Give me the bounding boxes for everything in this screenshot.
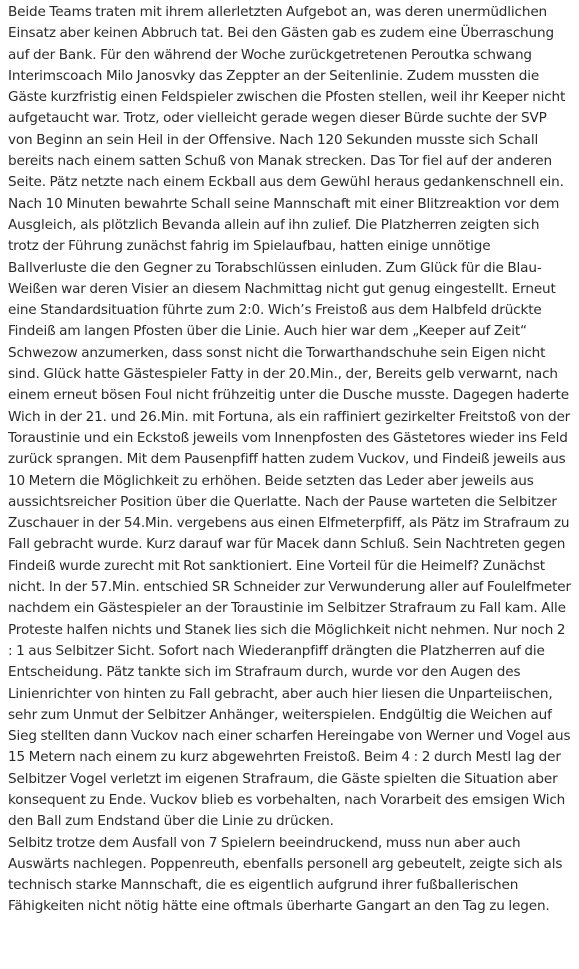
article-paragraph-match-report: Beide Teams traten mit ihrem allerletzten Aufgebot an, was deren unermüdlichen Einsatz aber keinen Abbruch tat. Bei den Gästen gab es zudem eine Überraschung auf der Bank. Für den während der Woche zurückgetretenen Peroutka schwang Interimscoach Milo Janosvky das Zeppter an der Seitenlinie. Zudem mussten die Gäste kurzfristig einen Feldspieler zwischen die Pfosten stellen, weil ihr Keeper nicht aufgetaucht war. Trotz, oder vielleicht gerade wegen dieser Bürde suchte der SVP von Beginn an sein Heil in der Offensive. Nach 120 Sekunden musste sich Schall bereits nach einem satten Schuß von Manak strecken. Das Tor fiel auf der anderen Seite. Pätz netzte nach einem Eckball aus dem Gewühl heraus gedankenschnell ein. Nach 10 Minuten bewahrte Schall seine Mannschaft mit einer Blitzreaktion vor dem Ausgleich, als plötzlich Bevanda allein auf ihn zulief. Die Platzherren zeigten sich trotz der Führung zunächst fahrig im Spielaufbau, hatten einige unnötige Ballverluste die den Gegner zu Torabschlüssen einluden. Zum Glück für die Blau-Weißen war deren Visier an diesem Nachmittag nicht gut genug eingestellt. Erneut eine Standardsituation führte zum 2:0. Wich’s Freistoß aus dem Halbfeld drückte Findeiß am langen Pfosten über die Linie. Auch hier war dem „Keeper auf Zeit“ Schwezow anzumerken, dass sonst nicht die Torwarthandschuhe sein Eigen nicht sind. Glück hatte Gästespieler Fatty in der 20.Min., der, Bereits gelb verwarnt, nach einem erneut bösen Foul nicht frühzeitig unter die Dusche musste. Dagegen haderte Wich in der 21. und 26.Min. mit Fortuna, als ein raffiniert gezirkelter Freitstoß von der Toraustinie und ein Eckstoß jeweils vom Innenpfosten des Gästetores wieder ins Feld zurück sprangen. Mit dem Pausenpfiff hatten zudem Vuckov, und Findeiß jeweils aus 10 Metern die Möglichkeit zu erhöhen. Beide setzten das Leder aber jeweils aus aussichtsreicher Position über die Querlatte. Nach der Pause warteten die Selbitzer Zuschauer in der 54.Min. vergebens aus einen Elfmeterpfiff, als Pätz im Strafraum zu Fall gebracht wurde. Kurz darauf war für Macek dann Schluß. Sein Nachtreten gegen Findeiß wurde zurecht mit Rot sanktioniert. Eine Vorteil für die Heimelf? Zunächst nicht. In der 57.Min. entschied SR Schneider zur Verwunderung aller auf Foulelfmeter nachdem ein Gästespieler an der Toraustinie im Selbitzer Strafraum zu Fall kam. Alle Proteste halfen nichts und Stanek lies sich die Möglichkeit nicht nehmen. Nur noch 2 : 1 aus Selbitzer Sicht. Sofort nach Wiederanpfiff drängten die Platzherren auf die Entscheidung. Pätz tankte sich im Strafraum durch, wurde vor den Augen des Linienrichter von hinten zu Fall gebracht, aber auch hier liesen die Unparteiischen, sehr zum Unmut der Selbitzer Anhänger, weiterspielen. Endgültig die Weichen auf Sieg stellten dann Vuckov nach einer scharfen Hereingabe von Werner und Vogel aus 15 Metern nach einem zu kurz abgewehrten Freistoß. Beim 4 : 2 durch Mestl lag der Selbitzer Vogel verletzt im eigenen Strafraum, die Gäste spielten die Situation aber konsequent zu Ende. Vuckov blieb es vorbehalten, nach Vorarbeit des emsigen Wich den Ball zum Endstand über die Linie zu drücken. [8, 4, 571, 830]
article-paragraph-conclusion: Selbitz trotze dem Ausfall von 7 Spielern beeindruckend, muss nun aber auch Auswärts nachlegen. Poppenreuth, ebenfalls personell arg gebeutelt, zeigte sich als technisch starke Mannschaft, die es eigentlich aufgrund ihrer fußballerischen Fähigkeiten nicht nötig hätte eine oftmals überharte Gangart an den Tag zu legen. [8, 834, 563, 915]
